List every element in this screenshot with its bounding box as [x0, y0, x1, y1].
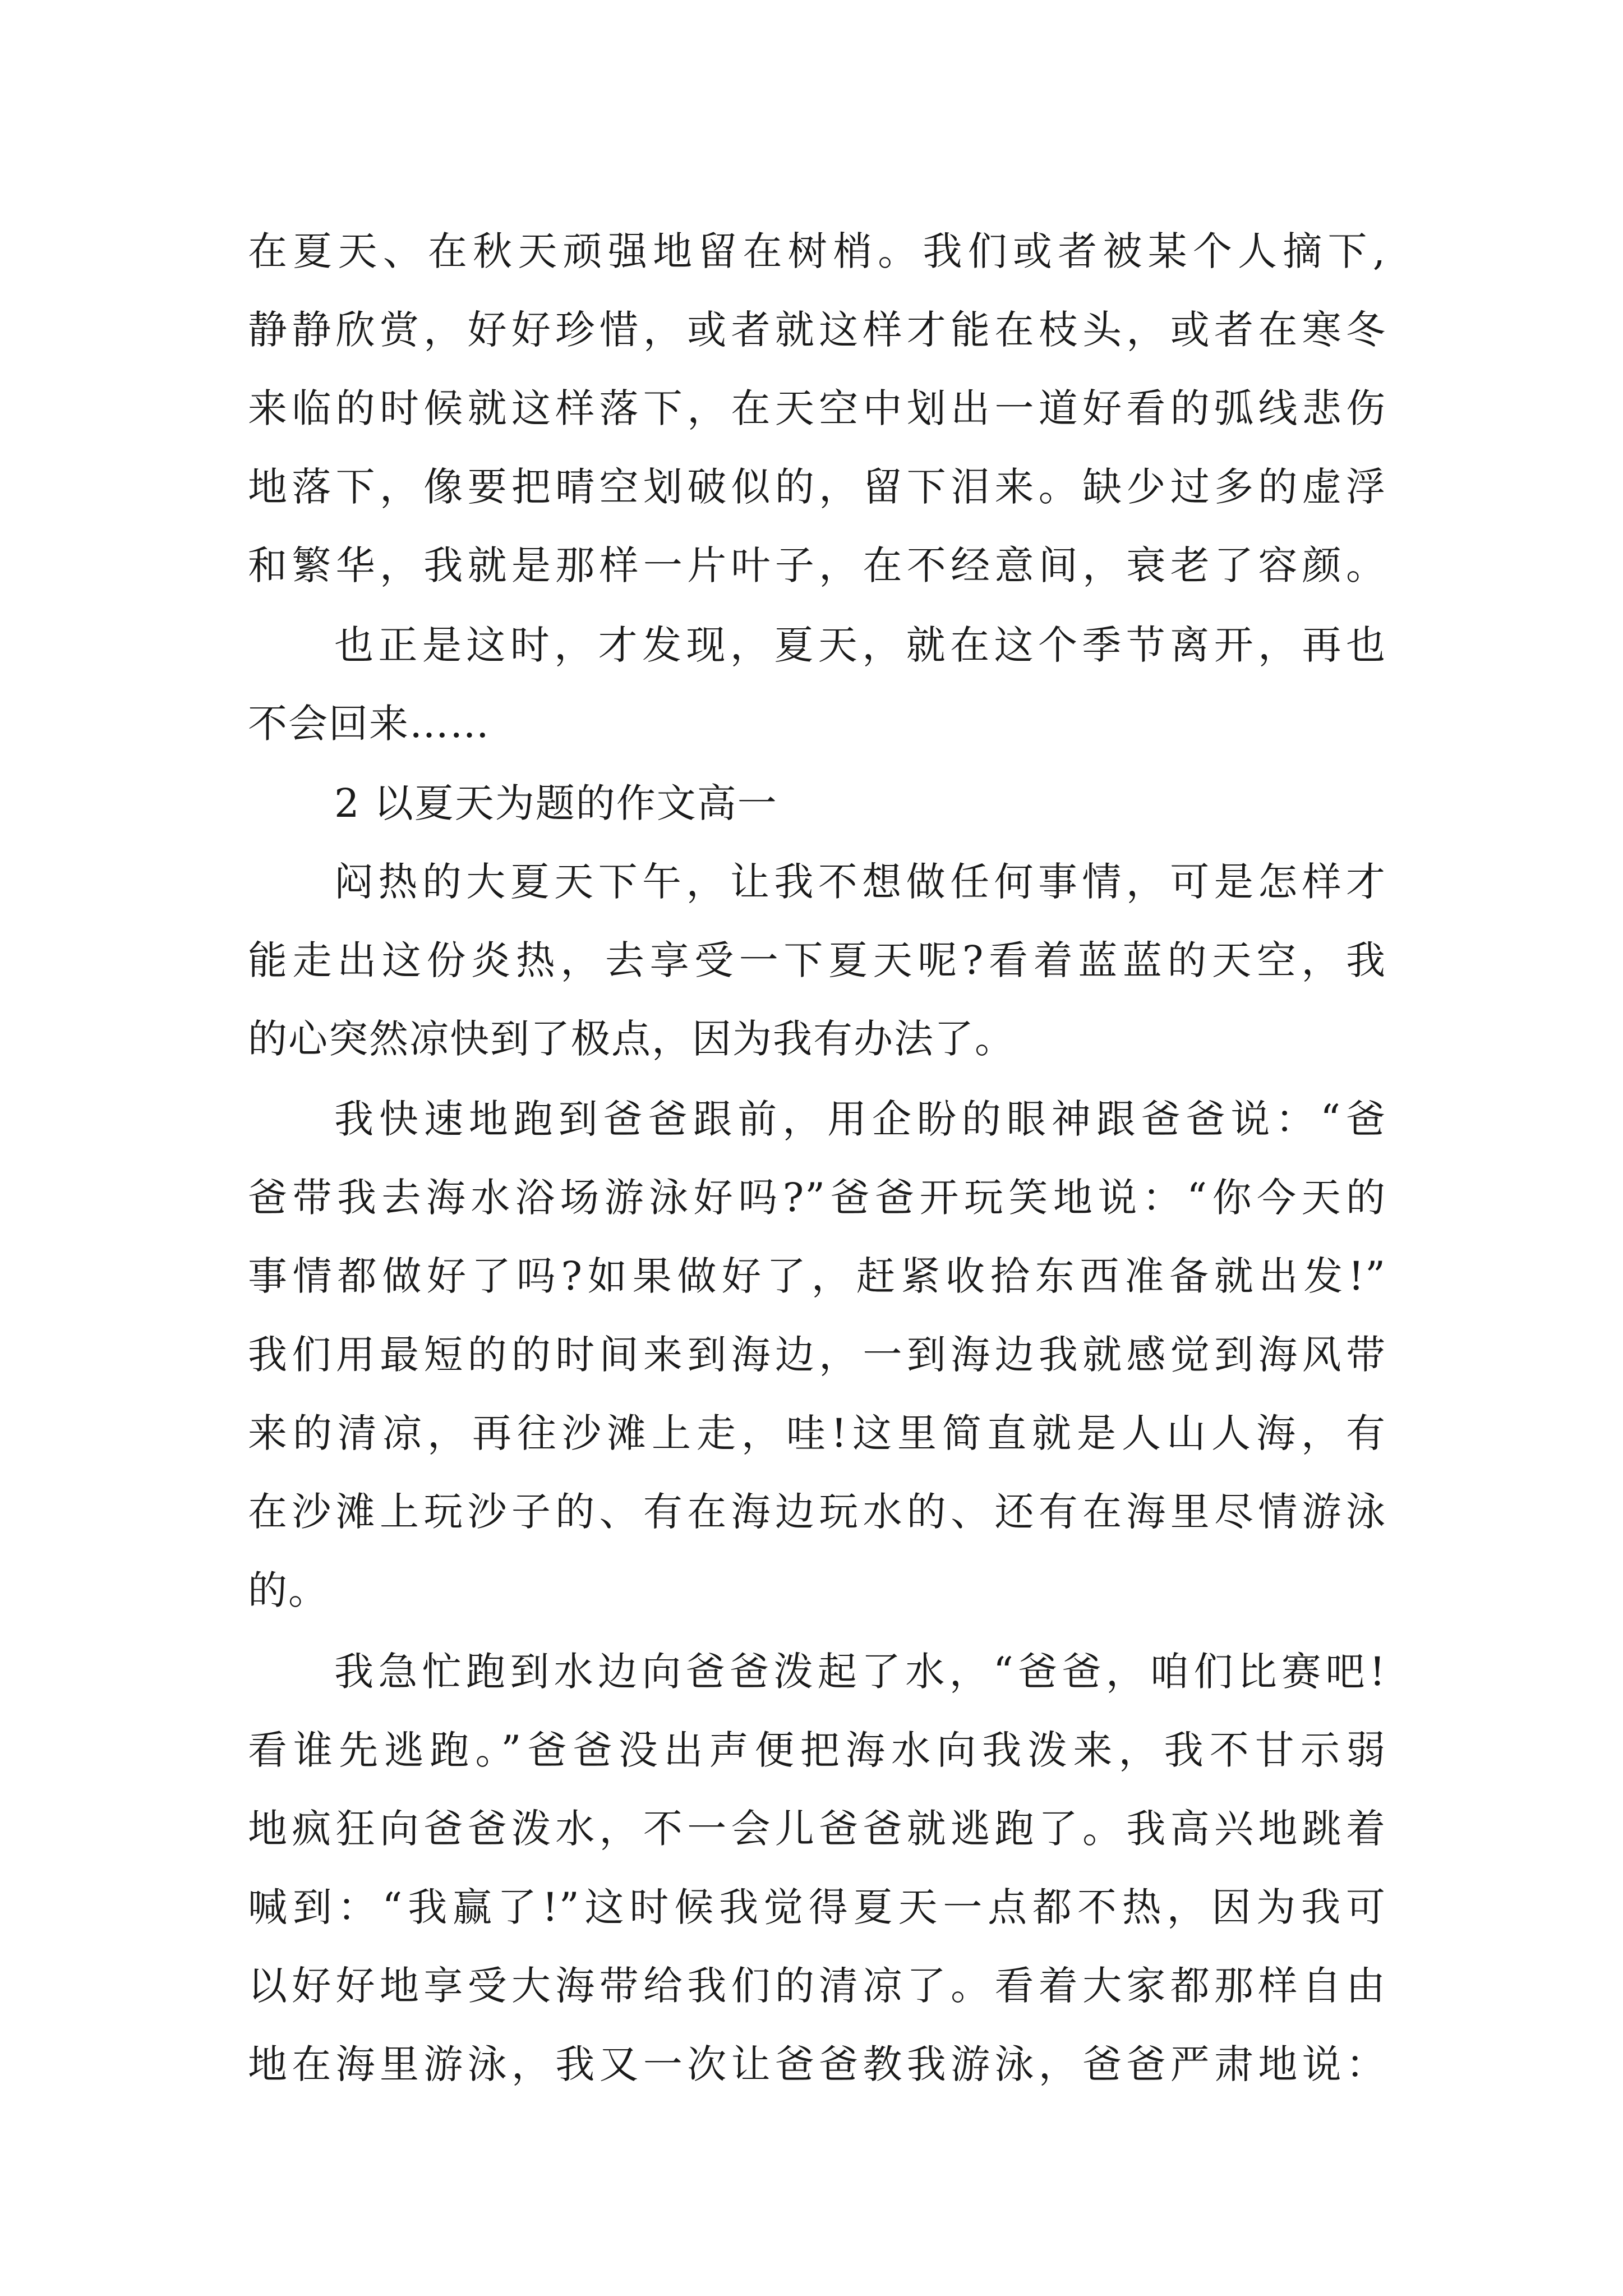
- text-line: 事情都做好了吗?如果做好了，赶紧收拾东西准备就出发!”: [248, 1253, 1386, 1299]
- text-line: 的。: [248, 1567, 329, 1613]
- text-line: 静静欣赏，好好珍惜，或者就这样才能在枝头，或者在寒冬: [248, 307, 1386, 353]
- text-line: 和繁华，我就是那样一片叶子，在不经意间，衰老了容颜。: [248, 542, 1386, 588]
- text-line: 能走出这份炎热，去享受一下夏天呢?看着蓝蓝的天空，我: [248, 937, 1386, 983]
- text-line: 爸带我去海水浴场游泳好吗?”爸爸开玩笑地说：“你今天的: [248, 1175, 1386, 1221]
- text-line: 来的清凉，再往沙滩上走，哇!这里简直就是人山人海，有: [248, 1410, 1386, 1456]
- text-line: 看谁先逃跑。”爸爸没出声便把海水向我泼来，我不甘示弱: [248, 1727, 1386, 1773]
- text-line: 不会回来……: [248, 701, 490, 747]
- section-heading: 2 以夏天为题的作文高一: [334, 780, 778, 826]
- text-line: 喊到：“我赢了!”这时候我觉得夏天一点都不热，因为我可: [248, 1884, 1386, 1930]
- text-line: 地落下，像要把晴空划破似的，留下泪来。缺少过多的虚浮: [248, 464, 1386, 510]
- text-line: 地在海里游泳，我又一次让爸爸教我游泳，爸爸严肃地说：: [248, 2041, 1386, 2087]
- text-line: 来临的时候就这样落下，在天空中划出一道好看的弧线悲伤: [248, 385, 1386, 431]
- text-line: 也正是这时，才发现，夏天，就在这个季节离开，再也: [334, 622, 1386, 668]
- text-line: 闷热的大夏天下午，让我不想做任何事情，可是怎样才: [334, 859, 1386, 905]
- text-line: 的心突然凉快到了极点，因为我有办法了。: [248, 1016, 1015, 1062]
- text-line: 地疯狂向爸爸泼水，不一会儿爸爸就逃跑了。我高兴地跳着: [248, 1806, 1386, 1852]
- text-line: 我急忙跑到水边向爸爸泼起了水，“爸爸，咱们比赛吧!: [334, 1649, 1386, 1695]
- text-line: 在沙滩上玩沙子的、有在海边玩水的、还有在海里尽情游泳: [248, 1489, 1386, 1535]
- text-line: 我快速地跑到爸爸跟前，用企盼的眼神跟爸爸说：“爸: [334, 1096, 1386, 1142]
- text-line: 我们用最短的的时间来到海边，一到海边我就感觉到海风带: [248, 1332, 1386, 1378]
- text-line: 在夏天、在秋天顽强地留在树梢。我们或者被某个人摘下,: [248, 228, 1386, 274]
- text-line: 以好好地享受大海带给我们的清凉了。看着大家都那样自由: [248, 1963, 1386, 2009]
